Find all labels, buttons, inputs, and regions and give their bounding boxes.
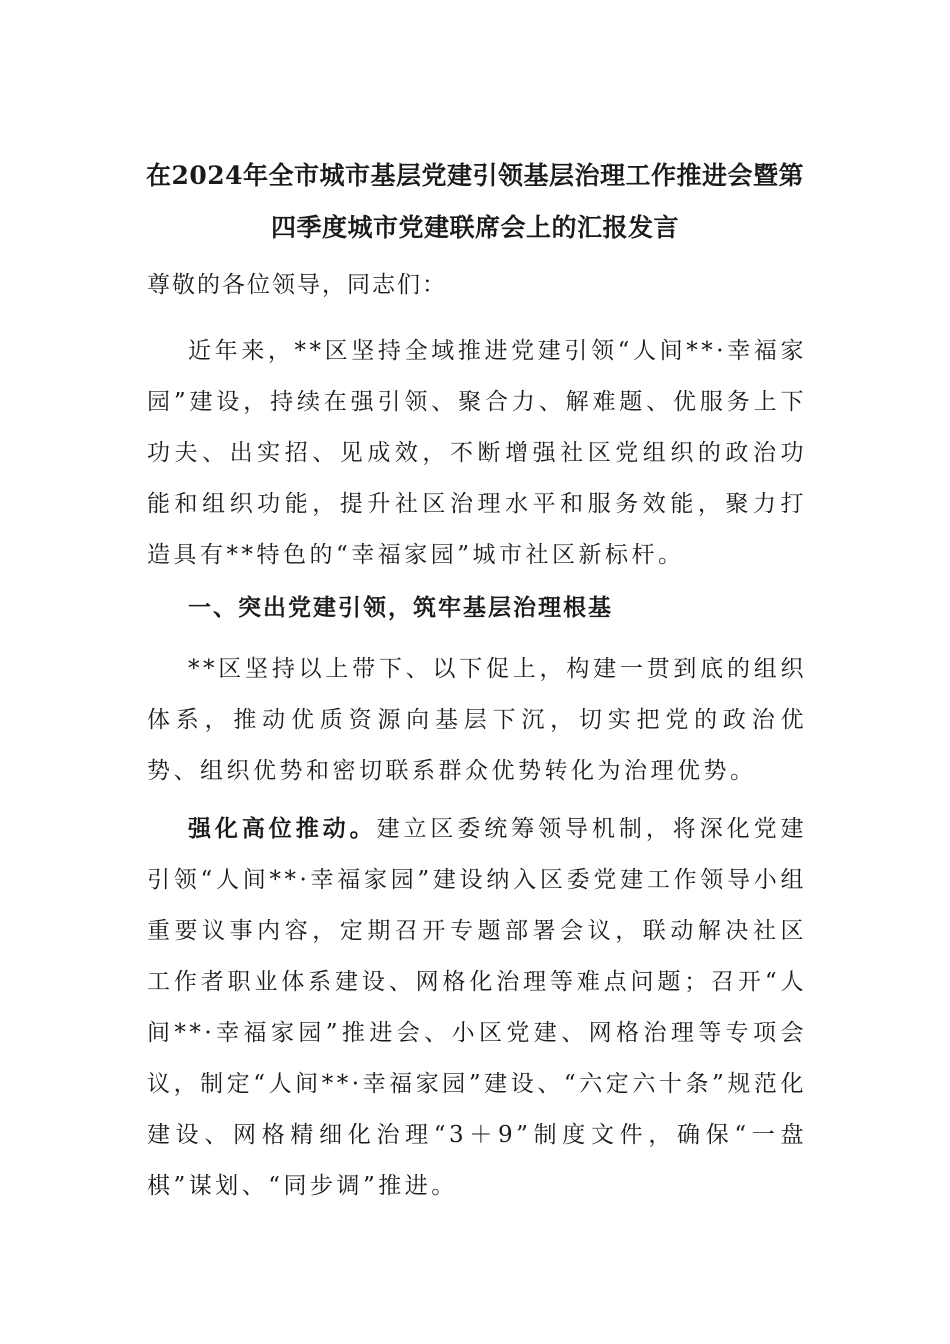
salutation: 尊敬的各位领导，同志们： — [147, 272, 447, 298]
document-title-line-1: 在2024年全市城市基层党建引领基层治理工作推进会暨第 — [145, 161, 805, 190]
section-1-subsection-paragraph — [147, 803, 807, 1212]
section-1-heading: 一、突出党建引领，筑牢基层治理根基 — [188, 594, 613, 621]
section-1-paragraph: **区坚持以上带下、以下促上，构建一贯到底的组织体系，推动优质资源向基层下沉，切实把党的政治优势、组织优势和密切联系群众优势转化为治理优势。 — [147, 656, 807, 784]
subsection-body: 建立区委统筹领导机制，将深化党建引领“人间**·幸福家园”建设纳入区委党建工作领导小组重要议事内容，定期召开专题部署会议，联动解决社区工作者职业体系建设、网格化治理等难点问题；召开“人间**·幸福家园”推进会、小区党建、网格治理等专项会议，制定“人间**·幸福家园”建设、“六定六十条”规范化建设、网格精细化治理“3＋9”制度文件，确保“一盘棋”谋划、“同步调”推进。 — [147, 816, 808, 1199]
document-title-line-2: 四季度城市党建联席会上的汇报发言 — [270, 213, 679, 242]
subsection-lead: 强化高位推动。 — [188, 815, 377, 842]
intro-paragraph: 近年来，**区坚持全域推进党建引领“人间**·幸福家园”建设，持续在强引领、聚合力、解难题、优服务上下功夫、出实招、见成效，不断增强社区党组织的政治功能和组织功能，提升社区治理水平和服务效能，聚力打造具有**特色的“幸福家园”城市社区新标杆。 — [147, 338, 807, 568]
